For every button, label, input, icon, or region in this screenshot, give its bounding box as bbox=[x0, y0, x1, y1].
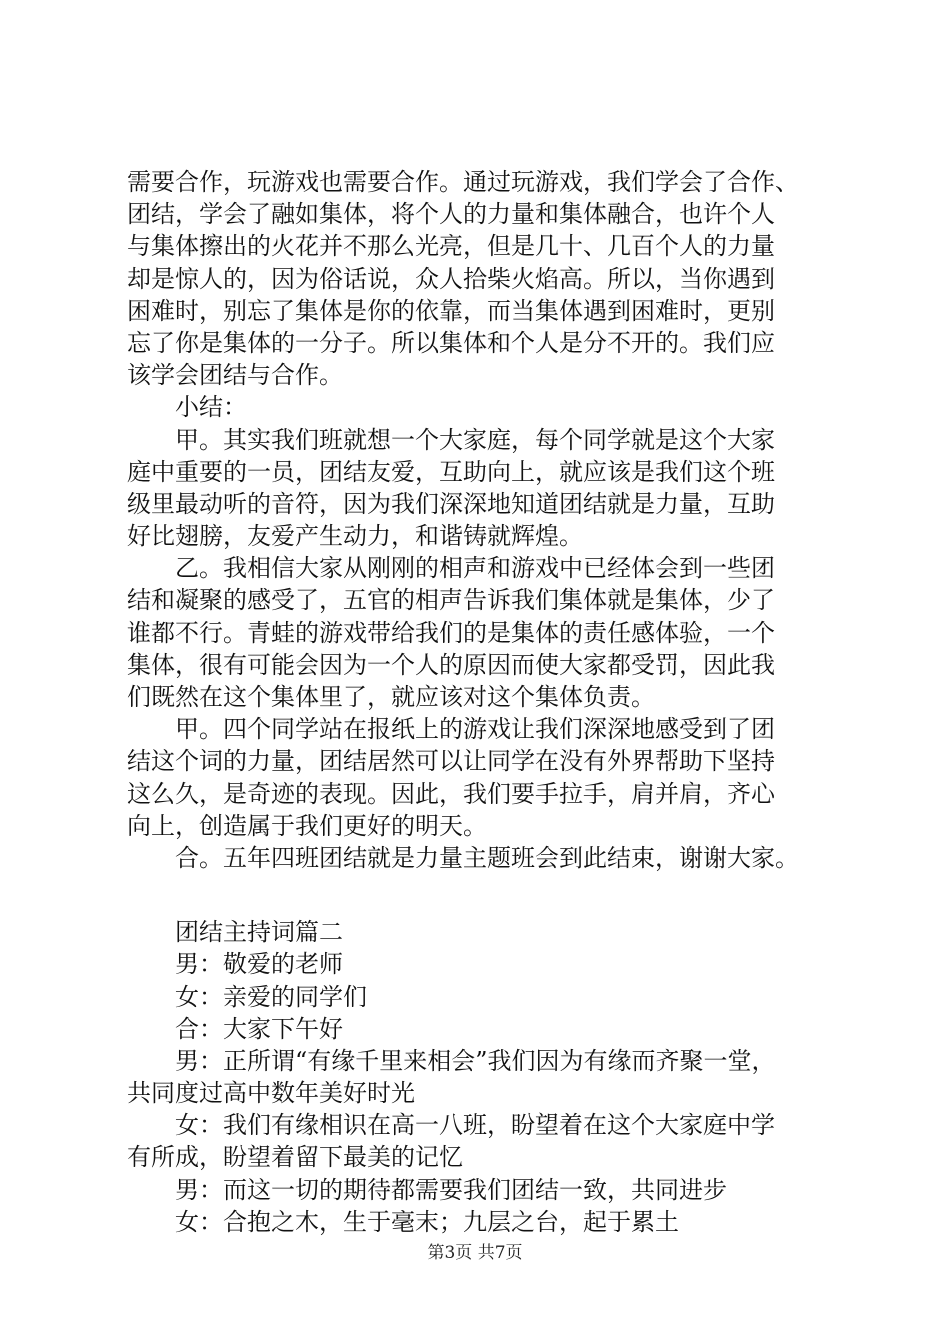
text-line: 好比翅膀，友爱产生动力，和谐铸就辉煌。 bbox=[127, 522, 583, 551]
closing-line: 合。五年四班团结就是力量主题班会到此结束，谢谢大家。 bbox=[175, 843, 799, 872]
section-title: 团结主持词篇二 bbox=[175, 918, 343, 947]
text-line: 需要合作，玩游戏也需要合作。通过玩游戏，我们学会了合作、 bbox=[127, 168, 799, 196]
text-line: 却是惊人的，因为俗话说，众人拾柴火焰高。所以，当你遇到 bbox=[127, 264, 775, 293]
summary-heading: 小结： bbox=[175, 393, 247, 422]
dialogue-line: 女：亲爱的同学们 bbox=[175, 982, 367, 1011]
text-line: 庭中重要的一员，团结友爱，互助向上，就应该是我们这个班 bbox=[127, 457, 775, 486]
text-line: 这么久，是奇迹的表现。因此，我们要手拉手，肩并肩，齐心 bbox=[127, 779, 775, 808]
paragraph-gap bbox=[127, 874, 847, 916]
text-line: 向上，创造属于我们更好的明天。 bbox=[127, 811, 487, 840]
dialogue-line: 共同度过高中数年美好时光 bbox=[127, 1079, 415, 1108]
text-line: 级里最动听的音符，因为我们深深地知道团结就是力量，互助 bbox=[127, 489, 775, 518]
text-line: 困难时，别忘了集体是你的依靠，而当集体遇到困难时，更别 bbox=[127, 296, 775, 325]
dialogue-line: 有所成，盼望着留下最美的记忆 bbox=[127, 1143, 463, 1172]
text-line: 结和凝聚的感受了，五官的相声告诉我们集体就是集体，少了 bbox=[127, 586, 775, 615]
text-line: 团结，学会了融如集体，将个人的力量和集体融合，也许个人 bbox=[127, 200, 775, 229]
text-line: 甲。其实我们班就想一个大家庭，每个同学就是这个大家 bbox=[175, 425, 775, 454]
dialogue-line: 合：大家下午好 bbox=[175, 1014, 343, 1043]
dialogue-line: 女：我们有缘相识在高一八班，盼望着在这个大家庭中学 bbox=[175, 1111, 775, 1140]
text-line: 结这个词的力量，团结居然可以让同学在没有外界帮助下坚持 bbox=[127, 747, 775, 776]
dialogue-line: 男：敬爱的老师 bbox=[175, 950, 343, 979]
text-line: 乙。我相信大家从刚刚的相声和游戏中已经体会到一些团 bbox=[175, 554, 775, 583]
text-line: 与集体擦出的火花并不那么光亮，但是几十、几百个人的力量 bbox=[127, 232, 775, 261]
text-line: 集体，很有可能会因为一个人的原因而使大家都受罚，因此我 bbox=[127, 650, 775, 679]
dialogue-line: 男：正所谓“有缘千里来相会”我们因为有缘而齐聚一堂， bbox=[175, 1046, 776, 1075]
text-line: 该学会团结与合作。 bbox=[127, 361, 343, 390]
text-line: 们既然在这个集体里了，就应该对这个集体负责。 bbox=[127, 683, 655, 711]
page-number-footer: 第3页 共7页 bbox=[427, 1243, 523, 1263]
text-line: 忘了你是集体的一分子。所以集体和个人是分不开的。我们应 bbox=[127, 328, 775, 357]
text-line: 谁都不行。青蛙的游戏带给我们的是集体的责任感体验，一个 bbox=[127, 618, 775, 647]
text-line: 甲。四个同学站在报纸上的游戏让我们深深地感受到了团 bbox=[175, 715, 775, 744]
dialogue-line: 女：合抱之木，生于毫末；九层之台，起于累土 bbox=[175, 1207, 679, 1236]
document-body bbox=[127, 166, 847, 1238]
dialogue-line: 男：而这一切的期待都需要我们团结一致，共同进步 bbox=[175, 1175, 727, 1204]
